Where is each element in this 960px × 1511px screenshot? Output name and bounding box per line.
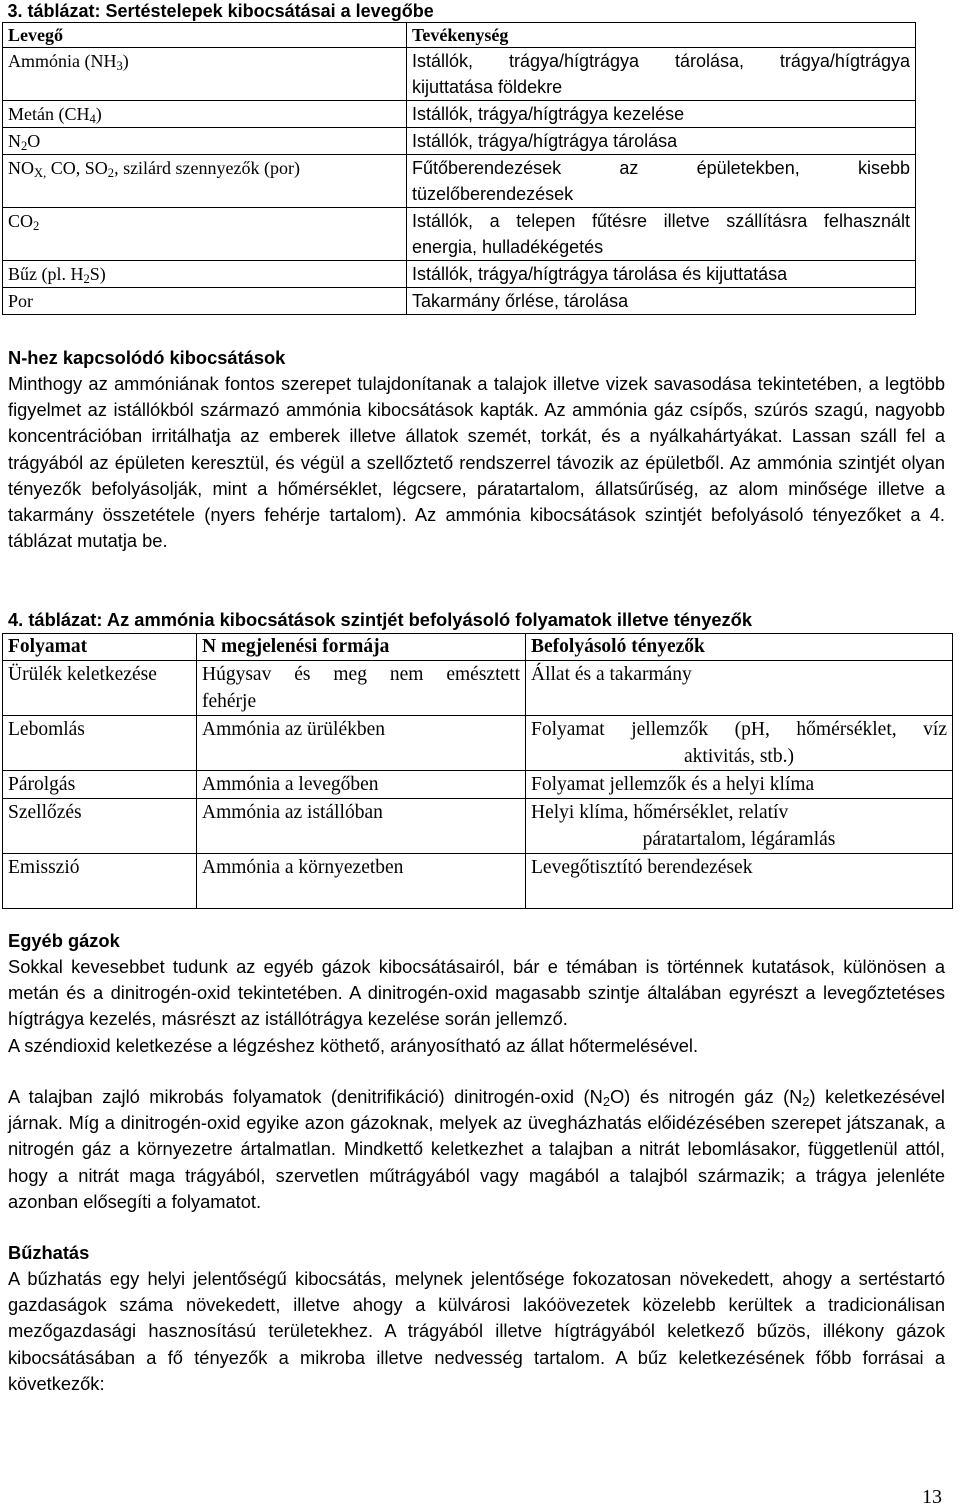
factors-cell xyxy=(526,771,953,799)
pollutant-text: , szilárd szennyezők (por) xyxy=(114,158,300,178)
table-3 xyxy=(2,0,916,315)
activity-cell xyxy=(407,128,916,155)
form-line: Ammónia az istállóban xyxy=(202,802,383,823)
pollutant-text: Bűz (pl. H xyxy=(8,264,84,284)
form-cell xyxy=(197,716,526,771)
section-heading-odor: Bűzhatás xyxy=(8,1242,90,1263)
pollutant-subscript: 2 xyxy=(83,272,90,286)
other-gases-paragraph-3 xyxy=(8,1084,945,1215)
process-cell: Emisszió xyxy=(3,854,197,909)
table-4-header-factors: Befolyásoló tényezők xyxy=(526,634,953,661)
activity-cell xyxy=(407,155,916,208)
process-cell: Párolgás xyxy=(3,771,197,799)
process-cell: Lebomlás xyxy=(3,716,197,771)
factors-cell xyxy=(526,854,953,909)
pollutant-cell xyxy=(3,101,407,128)
table-row xyxy=(3,771,953,799)
form-line: Ammónia a környezetben xyxy=(202,857,404,878)
factors-line: Folyamat jellemzők (pH, hőmérséklet, víz xyxy=(531,719,947,740)
table-row xyxy=(3,661,953,716)
activity-line: energia, hulladékégetés xyxy=(412,237,604,257)
pollutant-subscript: 2 xyxy=(107,166,115,180)
pollutant-subscript: 2 xyxy=(33,219,40,233)
other-gases-paragraph-2: A széndioxid keletkezése a légzéshez köthető, arányosítható az állat hőtermelésével. xyxy=(8,1035,699,1056)
paragraph-text: O) és nitrogén gáz (N xyxy=(609,1086,803,1107)
activity-line: Takarmány őrlése, tárolása xyxy=(412,291,629,311)
odor-paragraph: A bűzhatás egy helyi jelentőségű kibocsátás, melynek jelentősége fokozatosan növekedett, ahogy a sertéstartó gazdaságok száma növekedett, illetve ahogy a külvárosi lakóövezetek közelebb kerültek a tradicionálisan mezőgazdasági hasznosítású területekhez. A trágyából illetve hígtrágyából keletkező bűzös, illékony gázok kibocsátásában a fő tényezők a mikroba illetve nedvesség tartalom. A bűz keletkezésének főbb forrásai a következők: xyxy=(8,1268,945,1394)
pollutant-text: ) xyxy=(95,104,102,124)
table-3-header-air: Levegő xyxy=(3,23,407,48)
pollutant-text: CO, SO xyxy=(46,158,108,178)
form-cell xyxy=(197,799,526,854)
pollutant-cell xyxy=(3,288,407,315)
pollutant-text: ) xyxy=(122,51,129,71)
form-cell xyxy=(197,771,526,799)
table-3-header-row xyxy=(3,23,916,48)
table-row xyxy=(3,208,916,261)
pollutant-text: Ammónia (NH xyxy=(8,51,117,71)
table-row xyxy=(3,155,916,208)
process-cell: Szellőzés xyxy=(3,799,197,854)
form-line: Ammónia a levegőben xyxy=(202,774,379,795)
factors-cell xyxy=(526,716,953,771)
form-line: Húgysav és meg nem emésztett xyxy=(202,664,520,685)
page-number: 13 xyxy=(922,1486,942,1508)
factors-line: páratartalom, légáramlás xyxy=(642,829,836,850)
table-3-caption-row xyxy=(3,0,916,23)
pollutant-subscript: 4 xyxy=(89,112,96,126)
table-3-caption: 3. táblázat: Sertéstelepek kibocsátásai a levegőbe xyxy=(3,0,916,23)
table-row xyxy=(3,101,916,128)
activity-line: Istállók, trágya/hígtrágya tárolása és kijuttatása xyxy=(412,264,788,284)
pollutant-subscript: X, xyxy=(34,166,47,180)
table-3-header-activity: Tevékenység xyxy=(407,23,916,48)
subscript: 2 xyxy=(602,1094,610,1109)
table-4 xyxy=(2,633,953,909)
pollutant-cell xyxy=(3,261,407,288)
table-row xyxy=(3,854,953,909)
section-heading-nitrogen: N-hez kapcsolódó kibocsátások xyxy=(8,347,286,368)
factors-cell xyxy=(526,799,953,854)
factors-cell xyxy=(526,661,953,716)
subscript: 2 xyxy=(802,1094,810,1109)
nitrogen-paragraph: Minthogy az ammóniának fontos szerepet tulajdonítanak a talajok illetve vizek savasodása tekintetében, a legtöbb figyelmet az istállókból származó ammónia kibocsátások kapták. Az ammónia gáz csípős, szúrós szagú, nagyobb koncentrációban irritálhatja az emberek illetve állatok szemét, torkát, és a nyálkahártyákat. Lassan száll fel a trágyából az épületen keresztül, és végül a szellőztető rendszerrel távozik az épületből. Az ammónia szintjét olyan tényezők befolyásolják, mint a hőmérséklet, légcsere, páratartalom, állatsűrűség, az alom minősége illetve a takarmány összetétele (nyers fehérje tartalom). Az ammónia kibocsátások szintjét befolyásoló tényezőket a 4. táblázat mutatja be. xyxy=(8,373,945,552)
form-cell xyxy=(197,661,526,716)
activity-line: Istállók, trágya/hígtrágya kezelése xyxy=(412,104,685,124)
pollutant-text: N xyxy=(8,131,21,151)
form-cell xyxy=(197,854,526,909)
table-row xyxy=(3,128,916,155)
table-4-caption: 4. táblázat: Az ammónia kibocsátások szintjét befolyásoló folyamatok illetve tényezők xyxy=(8,609,752,630)
process-cell: Ürülék keletkezése xyxy=(3,661,197,716)
table-row xyxy=(3,48,916,101)
activity-line: Istállók, a telepen fűtésre illetve szállításra felhasznált xyxy=(412,211,910,231)
table-row xyxy=(3,799,953,854)
pollutant-text: Por xyxy=(8,291,34,311)
pollutant-subscript: 3 xyxy=(116,59,123,73)
activity-cell xyxy=(407,288,916,315)
factors-line: Folyamat jellemzők és a helyi klíma xyxy=(531,774,815,795)
pollutant-cell xyxy=(3,128,407,155)
table-4-header-row xyxy=(3,634,953,661)
paragraph-text: A talajban zajló mikrobás folyamatok (denitrifikáció) dinitrogén-oxid (N xyxy=(8,1086,603,1107)
pollutant-cell xyxy=(3,208,407,261)
table-4-header-form: N megjelenési formája xyxy=(197,634,526,661)
pollutant-text: O xyxy=(27,131,41,151)
factors-line: aktivitás, stb.) xyxy=(684,746,794,767)
form-line: Ammónia az ürülékben xyxy=(202,719,386,740)
factors-line: Levegőtisztító berendezések xyxy=(531,857,753,878)
activity-cell xyxy=(407,261,916,288)
other-gases-paragraph-1: Sokkal kevesebbet tudunk az egyéb gázok kibocsátásairól, bár e témában is történnek kutatások, különösen a metán és a dinitrogén-oxid tekintetében. A dinitrogén-oxid magasabb szintje általában egyrészt a levegőztetéses hígtrágya kezelés, másrészt az istállótrágya kezelése során jellemző. xyxy=(8,956,945,1030)
activity-cell xyxy=(407,48,916,101)
activity-line: tüzelőberendezések xyxy=(412,184,574,204)
activity-cell xyxy=(407,208,916,261)
pollutant-cell xyxy=(3,155,407,208)
table-row xyxy=(3,261,916,288)
section-heading-other-gases: Egyéb gázok xyxy=(8,930,120,951)
activity-line: Fűtőberendezések az épületekben, kisebb xyxy=(412,158,910,178)
paragraph-text: ) keletkezésével járnak. Míg a dinitrogén-oxid egyike azon gázoknak, melyek az üvegházhatás előidézésében szerepet játszanak, a nitrogén gáz a környezetre ártalmatlan. Mindkettő keletkezhet a talajban a nitrát lebomlásakor, függetlenül attól, hogy a nitrát maga trágyából, szervetlen műtrágyából vagy magából a talajból származik; a trágya jelenléte azonban elősegíti a folyamatot. xyxy=(8,1086,945,1212)
activity-cell xyxy=(407,101,916,128)
table-row xyxy=(3,716,953,771)
form-line: fehérje xyxy=(202,691,257,712)
pollutant-text: Metán (CH xyxy=(8,104,90,124)
factors-line: Állat és a takarmány xyxy=(531,664,692,685)
pollutant-text: NO xyxy=(8,158,34,178)
pollutant-cell xyxy=(3,48,407,101)
table-4-header-process: Folyamat xyxy=(3,634,197,661)
pollutant-subscript: 2 xyxy=(21,139,28,153)
pollutant-text: CO xyxy=(8,211,34,231)
activity-line: kijuttatása földekre xyxy=(412,77,563,97)
factors-line: Helyi klíma, hőmérséklet, relatív xyxy=(531,802,789,823)
table-row xyxy=(3,288,916,315)
activity-line: Istállók, trágya/hígtrágya tárolása xyxy=(412,131,678,151)
activity-line: Istállók, trágya/hígtrágya tárolása, trágya/hígtrágya xyxy=(412,51,910,71)
pollutant-text: S) xyxy=(89,264,106,284)
